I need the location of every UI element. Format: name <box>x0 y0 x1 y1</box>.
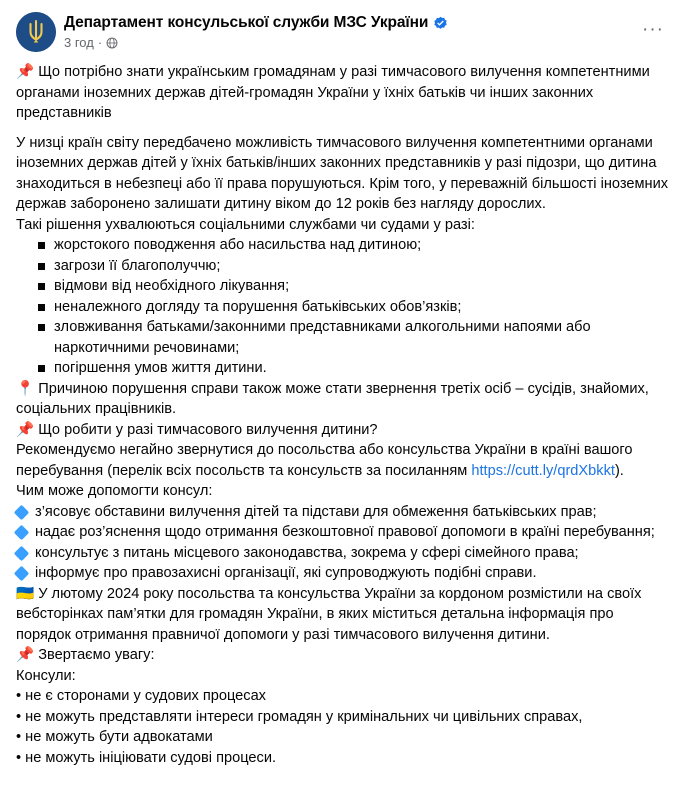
list-item-label: зловживання батьками/законними представниками алкогольними напоями або наркотичними речовинами; <box>54 319 591 356</box>
list-item <box>16 502 669 523</box>
consulates-list-link[interactable]: https://cutt.ly/qrdXbkkt <box>471 462 615 479</box>
list-item-label: неналежного догляду та порушення батьківських обов’язків; <box>54 298 462 315</box>
list-item <box>16 276 669 297</box>
meta-separator: · <box>97 35 103 50</box>
diamond-bullet-icon <box>14 566 30 582</box>
paragraph-4-text-before: Рекомендуємо негайно звернутися до посольства або консульства України в країні вашого перебування (перелік всіх посольств та консульств за посиланням <box>16 442 633 479</box>
question-line <box>16 420 669 441</box>
list-item <box>16 235 669 256</box>
post-heading: Що потрібно знати українським громадянам у разі тимчасового вилучення компетентними органами іноземних держав дітей-громадян України у їхніх батьків чи інших законних представників <box>16 64 650 121</box>
pushpin-icon: 📌 <box>16 421 35 438</box>
post-header-text <box>64 12 669 51</box>
paragraph-6-line <box>16 584 669 646</box>
list-item-label: відмови від необхідного лікування; <box>54 278 290 294</box>
paragraph-2: Такі рішення ухвалюються соціальними службами чи судами у разі: <box>16 216 475 233</box>
square-bullet-icon <box>38 304 45 311</box>
diamond-bullet-icon <box>14 504 30 520</box>
list-item: • не можуть бути адвокатами <box>16 729 213 745</box>
list-item <box>16 522 669 543</box>
square-bullet-icon <box>38 324 45 331</box>
list-item <box>16 297 669 318</box>
list-item-label: жорстокого поводження або насильства над дитиною; <box>54 237 422 253</box>
attention-text: Звертаємо увагу: <box>38 647 155 663</box>
list-item-label: загрози її благополуччю; <box>54 257 221 274</box>
avatar[interactable] <box>16 12 56 52</box>
paragraph-3-line <box>16 379 669 420</box>
page-name[interactable]: Департамент консульської служби МЗС України <box>64 14 429 31</box>
list-item <box>16 317 669 358</box>
paragraph-1: У низці країн світу передбачено можливість тимчасового вилучення компетентними органами іноземних держав дітей у їхніх батьків/інших законних представників у разі підозри, що дитина знаходиться в небезпеці або її права порушуються. Крім того, у переважній більшості іноземних держав заборонено залишати дитину віком до 12 років без нагляду дорослих. <box>16 134 669 212</box>
post-header <box>16 12 669 52</box>
pushpin-icon: 📌 <box>16 647 35 663</box>
list-item-label: інформує про правозахисні організації, які супроводжують подібні справи. <box>35 565 537 581</box>
square-bullet-icon <box>38 263 45 270</box>
list-item: • не можуть ініціювати судові процеси. <box>16 749 277 766</box>
list-item-label: погіршення умов життя дитини. <box>54 360 267 376</box>
list-item: • не є сторонами у судових процесах <box>16 688 266 704</box>
page-name-row <box>64 13 669 33</box>
paragraph-6: У лютому 2024 року посольства та консульства України за кордоном розмістили на своїх вебсторінках пам’ятки для громадян України, в яких міститься детальна інформація про порядок отримання правничої допомоги у разі тимчасового вилучення дитини. <box>16 585 642 643</box>
ukraine-flag-icon: 🇺🇦 <box>16 585 35 602</box>
list-item-label: консультує з питань місцевого законодавства, зокрема у сфері сімейного права; <box>35 544 579 561</box>
paragraph-4 <box>16 440 669 481</box>
globe-icon[interactable] <box>106 37 118 49</box>
spacer <box>16 124 669 133</box>
diamond-bullet-icon <box>14 525 30 541</box>
list-item-label: надає роз’яснення щодо отримання безкоштовної правової допомоги в країні перебування; <box>35 524 655 540</box>
verified-badge-icon <box>433 16 448 31</box>
paragraph-3: Причиною порушення справи також може стати звернення третіх осіб – сусідів, знайомих, соціальних працівників. <box>16 380 649 417</box>
list-item <box>16 256 669 277</box>
post-meta <box>64 35 669 51</box>
question-text: Що робити у разі тимчасового вилучення дитини? <box>38 421 378 438</box>
consuls-label: Консули: <box>16 667 76 684</box>
list-item: • не можуть представляти інтереси громадян у кримінальних чи цивільних справах, <box>16 708 583 725</box>
square-bullet-icon <box>38 283 45 290</box>
square-bullet-icon <box>38 365 45 372</box>
pushpin-icon: 📌 <box>16 64 35 80</box>
paragraph-5: Чим може допомогти консул: <box>16 483 213 499</box>
post-heading-line <box>16 62 669 124</box>
diamond-bullet-icon <box>14 545 30 561</box>
list-item-label: з’ясовує обставини вилучення дітей та підстави для обмеження батьківських прав; <box>35 503 597 520</box>
post-body <box>16 62 669 774</box>
list-item <box>16 358 669 379</box>
post-options-button[interactable]: ··· <box>642 19 664 40</box>
paragraph-4-text-after: ). <box>614 462 624 479</box>
list-item <box>16 543 669 564</box>
post-timestamp[interactable]: 3 год <box>64 35 94 50</box>
square-bullet-icon <box>38 242 45 249</box>
round-pushpin-icon: 📍 <box>16 380 35 397</box>
attention-line <box>16 645 669 666</box>
list-item <box>16 563 669 584</box>
